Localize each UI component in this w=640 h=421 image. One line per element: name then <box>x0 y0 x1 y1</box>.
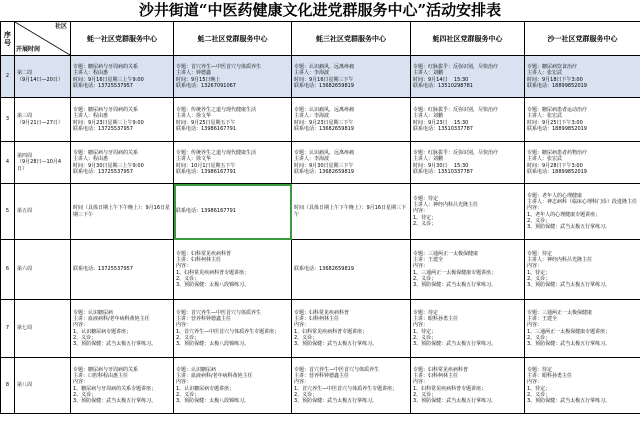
table-row <box>1 98 640 142</box>
header-row <box>1 22 640 56</box>
schedule-cell: 专题：认识痛风，远离疼痛 主讲人：李海波 时间：9月30日星期三下午 联系电话：13682659819 <box>292 142 411 184</box>
table-row <box>1 300 640 358</box>
document-title: 沙井街道“中医药健康文化进党群服务中心”活动安排表 <box>138 1 502 19</box>
row-week: 第二周 （9月14日—20日） <box>15 56 71 98</box>
schedule-cell: 专题：待定 主讲人：神经内科吕光隆主任 内容： 1、待定； 2、义诊； <box>411 184 525 240</box>
header-community-label: 社区 <box>54 23 67 30</box>
row-week: 第七周 <box>15 300 71 358</box>
schedule-cell: 专题：妇科常见疾病科普 主讲：妇科柯林主任 内容： 1、妇科常见疾病科普专题讲座； 2、义诊； 3、预防保健：武当太极五行掌练习。 <box>411 358 525 414</box>
row-week: 第三周 （9月21日—27日） <box>15 98 71 142</box>
header-community-3: 蚝三社区党群服务中心 <box>292 22 411 56</box>
schedule-cell: 专题：三通两正一太极保健康 主讲：王建全 内容： 1、三通两正一太极保健康专题讲座； 2、义诊； 3、预防保健：武当太极五行掌练习。 <box>525 300 640 358</box>
schedule-cell: 专题：传统养生之道与现代健康生活 主讲人：徐文华 时间：9月25日星期五下午 联系电话：13986167791 <box>174 98 292 142</box>
schedule-cell: 专题：待定 主讲：眼科孙勇主任 内容： 1、待定； 2、义诊； 3、预防保健：武当太极五行掌练习。 <box>411 300 525 358</box>
schedule-cell: 时间（具体日期上午下午晚上）：9月16日星期三下午 <box>292 184 411 240</box>
schedule-cell: 专题：认识痛风，远离疼痛 主讲人：李海波 时间：9月16日星期三下午 联系电话：13682659819 <box>292 56 411 98</box>
schedule-cell: 时间（具体日期上午下午晚上）：9月16日星期三下午 <box>71 184 174 240</box>
header-num: 序号 <box>1 22 15 56</box>
schedule-cell: 专题：糖尿病饮食治疗 主讲人：张宏武 时间：9月18日下午3:00 联系电话：18899852019 <box>525 56 640 98</box>
row-number: 6 <box>1 240 15 300</box>
schedule-cell: 专题：认识糖尿病 主讲：血液病科/老年病科黄艳主任 内容： 1、认识糖尿病专题讲座； 2、义诊； 3、预防保健：太极八段锦练习。 <box>174 358 292 414</box>
row-week: 第五周 <box>15 184 71 240</box>
row-number: 7 <box>1 300 15 358</box>
schedule-cell: 专题：红脉拔乎：反弥识别，尽快治疗 主讲人：刘鹏 时间：9月30日 15:30 联系电话：13510337787 <box>411 142 525 184</box>
schedule-cell: 专题：红脉拔乎：反弥识别，尽快治疗 主讲人：刘鹏 时间：9月23日 15:30 联系电话：13510337787 <box>411 98 525 142</box>
schedule-cell: 联系电话：13682659819 <box>292 240 411 300</box>
schedule-cell: 专题：红脉拔乎：反弥识别，尽快治疗 主讲人：刘鹏 时间：9月14日 15:30 联系电话：13510298781 <box>411 56 525 98</box>
schedule-cell: 专题：妇科常见疾病科普 主讲：妇科柯林主任 内容： 1、妇科常见疾病科普专题讲座； 2、义诊； 3、预防保健：太极八段锦练习。 <box>174 240 292 300</box>
table-row <box>1 142 640 184</box>
table-row <box>1 240 640 300</box>
row-week: 第六周 <box>15 240 71 300</box>
row-number: 5 <box>1 184 15 240</box>
selected-cell[interactable]: 联系电话：13986167791 <box>174 184 292 240</box>
schedule-cell: 专题：待定 主讲人：神经内科吕光隆主任 内容： 1、待定； 2、义诊； 3、预防保健：武当太极五行掌练习。 <box>525 240 640 300</box>
schedule-cell: 专题：认识痛风，远离疼痛 主讲人：李海波 时间：9月23日星期三下午 联系电话：13682659819 <box>292 98 411 142</box>
header-community-2: 蚝二社区党群服务中心 <box>174 22 292 56</box>
row-week: 第八周 <box>15 358 71 414</box>
schedule-cell: 专题：糖尿病患者药物治疗 主讲人：张宏武 时间：9月28日下午3:00 联系电话：18899852019 <box>525 142 640 184</box>
table-row <box>1 184 640 240</box>
schedule-cell: 专题：妇科常见疾病科普 主讲：妇科柯林主任 内容： 1、妇科常见疾病科普专题讲座； 2、义诊； 3、预防保健：武当太极五行掌练习。 <box>292 300 411 358</box>
schedule-cell: 专题：首穴养生—中医首穴与体质养生 主讲：营养科钟德鑫主任 内容： 1、首穴养生—中医首穴与体质养生专题讲座； 2、义诊； 3、预防保健：武当太极五行掌练习。 <box>292 358 411 414</box>
row-number: 3 <box>1 98 15 142</box>
header-community-5: 沙一社区党群服务中心 <box>525 22 640 56</box>
schedule-cell: 专题：待定 主讲：眼科孙勇主任 内容： 1、待定； 2、义诊； 3、预防保健：武当太极五行掌练习。 <box>525 358 640 414</box>
header-community-1: 蚝一社区党群服务中心 <box>71 22 174 56</box>
schedule-cell: 专题：糖尿病患者运动治疗 主讲人：张宏武 时间：9月25日下午3:00 联系电话：18899852019 <box>525 98 640 142</box>
row-number: 8 <box>1 358 15 414</box>
schedule-cell: 专题：三通两正一太极保健康 主讲：王建全 内容： 1、三通两正一太极保健康专题讲座； 2、义诊； 3、预防保健：武当太极五行掌练习。 <box>411 240 525 300</box>
schedule-cell: 专题：糖尿病与牙周病的关系 主讲人：程由惠 时间：9月30日星期三上午9:00 联系电话：13725537957 <box>71 142 174 184</box>
header-week-diagonal <box>15 22 71 56</box>
table-row <box>1 56 640 98</box>
row-week: 第四周 （9月28日—10月4日） <box>15 142 71 184</box>
schedule-cell: 专题：糖尿病与牙周病的关系 主讲人：程由惠 时间：9月16日星期三上午9:00 联系电话：13725537957 <box>71 56 174 98</box>
schedule-cell: 专题：传统养生之道与现代健康生活 主讲人：徐文华 时间：10月1日星期五下午 联系电话：13986167791 <box>174 142 292 184</box>
row-number: 2 <box>1 56 15 98</box>
schedule-cell: 专题：糖尿病与牙周病的关系 主讲：口腔科程由惠主任 内容： 1、糖尿病与牙周病的关系专题讲座； 2、义诊； 3、预防保健：武当太极五行掌练习。 <box>71 358 174 414</box>
row-number: 4 <box>1 142 15 184</box>
header-community-4: 蚝四社区党群服务中心 <box>411 22 525 56</box>
schedule-cell: 联系电话：13725537957 <box>71 240 174 300</box>
schedule-cell: 专题：认识糖尿病 主讲：血液病科/老年病科黄艳主任 内容： 1、认识糖尿病专题讲座； 2、义诊； 3、预防保健：武当太极五行掌练习。 <box>71 300 174 358</box>
schedule-cell: 专题：首穴养生—中医首穴与体质养生 主讲人：钟德鑫 时间：9月15日晚上 联系电话：13267091067 <box>174 56 292 98</box>
schedule-cell: 专题：首穴养生—中医首穴与体质养生 主讲：营养科钟德鑫主任 内容： 1、首穴养生—中医首穴与体质养生专题讲座； 2、义诊； 3、预防保健：太极八段锦练习。 <box>174 300 292 358</box>
schedule-table <box>0 21 640 414</box>
schedule-cell: 专题：糖尿病与牙周病的关系 主讲人：程由惠 时间：9月23日星期三上午9:00 联系电话：13725537957 <box>71 98 174 142</box>
header-time-label: 开展时间 <box>16 46 41 53</box>
table-row <box>1 358 640 414</box>
schedule-cell: 专题：老年人的心理健康 主讲人：神志病科（临床心理科门诊）段进隆主任 内容： 1、老年人的心理健康专题讲座； 2、义诊； 3、预防保健：武当太极五行掌练习。 <box>525 184 640 240</box>
